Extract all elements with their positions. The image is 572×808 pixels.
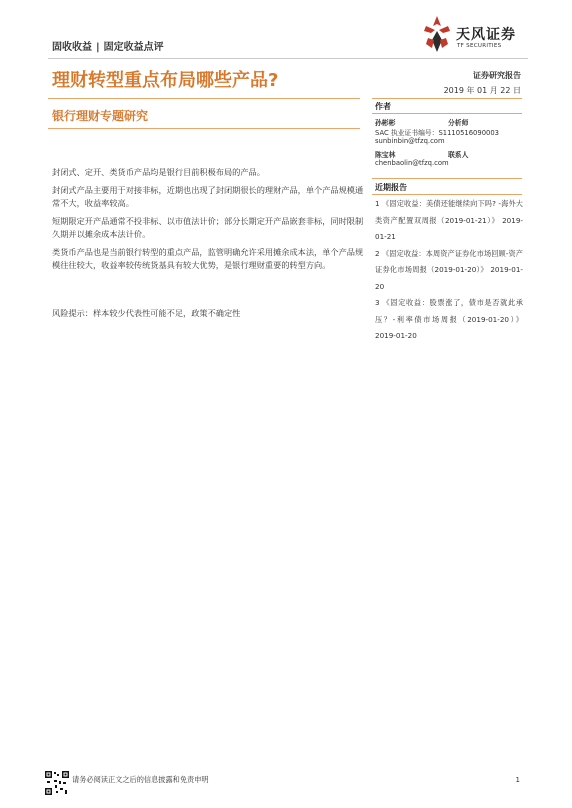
recent-reports-list [375, 196, 523, 345]
author2-role: 联系人 [448, 151, 469, 159]
recent-report-item[interactable]: 3 《固定收益：股票涨了，债市是否就此承压？-利率债市场周报（2019-01-20）》 2019-01-20 [375, 298, 523, 340]
recent-report-item[interactable]: 2 《固定收益：本周资产证券化市场回顾-资产证券化市场周报（2019-01-20）》 2019-01-20 [375, 248, 523, 291]
authors-heading-divider [372, 113, 522, 114]
authors-top-divider [372, 98, 522, 99]
recent-heading-divider [372, 194, 522, 195]
author1-name: 孙彬彬 [375, 119, 396, 127]
risk-warning: 风险提示：样本较少代表性可能不足，政策不确定性 [52, 308, 241, 318]
logo-subtitle: TF SECURITIES [457, 43, 502, 49]
author1-cert: SAC 执业证书编号：S1110516090003 [375, 129, 499, 137]
title-divider [48, 98, 360, 99]
body-paragraph: 短期限定开产品通常不投非标、以市值法计价；部分长期定开产品嵌套非标，同时限制久期并以摊余成本法计价。 [52, 216, 364, 239]
author2-name: 陈宝林 [375, 151, 396, 159]
recent-top-divider [372, 178, 522, 179]
body-paragraph: 封闭式产品主要用于对接非标，近期也出现了封闭期很长的理财产品，单个产品规模通常不大，收益率较高。 [52, 185, 364, 208]
author1-email[interactable]: sunbinbin@tfzq.com [375, 137, 445, 145]
logo-mark-icon [420, 14, 454, 54]
report-title: 理财转型重点布局哪些产品? [52, 70, 279, 91]
logo-name: 天风证券 [456, 27, 516, 43]
report-category [52, 38, 164, 53]
report-subtitle: 银行理财专题研究 [52, 109, 149, 123]
report-type: 证券研究报告 [473, 71, 521, 80]
author2-email[interactable]: chenbaolin@tfzq.com [375, 159, 449, 167]
recent-report-item[interactable]: 1 《固定收益：美债还能继续向下吗? -海外大类资产配置双周报（2019-01-21）》 2019-01-21 [375, 199, 523, 241]
recent-reports-heading: 近期报告 [375, 183, 407, 192]
authors-heading: 作者 [375, 102, 391, 111]
author1-role: 分析师 [448, 119, 469, 127]
body-paragraph: 封闭式、定开、类货币产品均是银行目前积极布局的产品。 [52, 167, 265, 177]
qr-code-icon [44, 770, 70, 796]
subtitle-divider [48, 128, 360, 129]
page-number: 1 [515, 776, 520, 784]
report-date: 2019 年 01 月 22 日 [443, 86, 521, 95]
company-logo [420, 14, 530, 58]
category-label: 固收收益 [52, 42, 92, 53]
sub-category-label: 固定收益点评 [103, 42, 164, 53]
footer-disclaimer: 请务必阅读正文之后的信息披露和免责申明 [72, 775, 209, 784]
body-paragraph: 类货币产品也是当前银行转型的重点产品，监管明确允许采用摊余成本法，单个产品规模往往较大，收益率较传统货基具有较大优势，是银行理财重要的转型方向。 [52, 247, 364, 270]
category-separator: | [96, 42, 100, 53]
header-divider [48, 58, 528, 59]
